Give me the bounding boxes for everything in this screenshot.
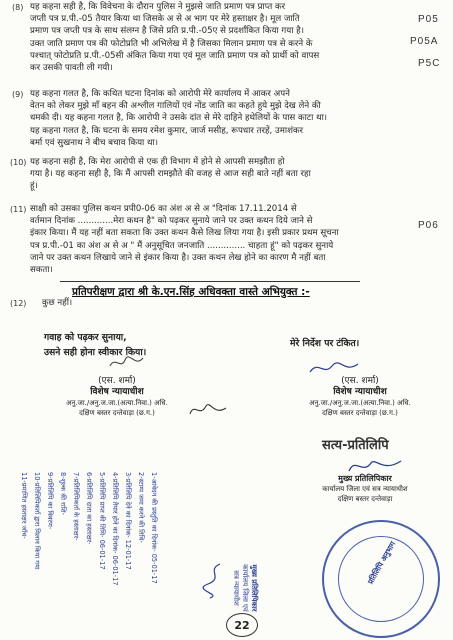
register-line: 11-प्रमाणित हस्ताक्षर जॉच- [20,472,28,539]
para-number-8: (8) [12,3,24,12]
register-line: 1-आवेदन की प्रस्तुति का दिनांक- 05-01-17 [150,472,158,584]
chief-copyist-title: मुख्य प्रतिलिपिकार [250,564,258,612]
judge-title-left: विशेष न्यायाधीश [90,387,144,397]
register-line: 4-प्रतिलिपि तैयार होने का दिनांक- 06-01-17 [111,472,119,586]
seal-inner-ring [338,536,424,622]
cross-exam-heading: प्रतिपरीक्षण द्वारा श्री के.एन.सिंह अधिवक्ता वास्ते अभियुक्त :- [72,286,310,298]
judge-court-right: अनु.जा./अनु.ज.जा.(अत्या.निवा.) अधि. दक्षिण बस्तर दन्तेवाड़ा (छ.ग.) [309,399,411,417]
signature-scribble-right [308,358,360,378]
paragraph-8: यह कहना सही है, कि विवेचना के दौरान पुलिस ने मुझसे जाति प्रमाण पत्र प्राप्त कर जप्ती पत्र प्र.पी.-05 तैयार किया था जिसके अ से अ भाग पर मेरे हस्ताक्षर है। मूल जाति प्रमाण पत्र जप्ती पत्र के साथ संलग्न है जिसे प्रति प्र.पी.-05ए से प्रदर्शांकित किया गया है। उक्त जाति प्रमाण पत्र की फोटोप्रति भी अभिलेख में है जिसका मिलान प्रमाण पत्र से करने के पश्चात् फोटोप्रति प्र.पी.-05सी अंकित किया गया एवं मूल जाति प्रमाण पत्र को प्रार्थी को वापस कर उसकी पावती ली गयी। [30,2,320,74]
para-number-11: (11) [10,205,27,214]
round-office-seal [322,520,440,638]
signature-scribble-left [107,354,147,372]
register-line: 2-स्टाम्प जमा करने की तिथि- [137,472,145,543]
witness-attestation: गवाह को पढ़कर सुनाया, उसने सही होना स्वीकार किया। [44,332,147,358]
page-number-circle: 22 [226,613,258,637]
judge-signature-block-right [300,376,420,418]
margin-tag-p05a: P05A [410,36,439,47]
margin-tag-p06: P06 [418,220,439,231]
margin-tag-p05: P05 [418,14,439,25]
copyist-title: मुख्य प्रतिलिपिकार [338,474,392,483]
paragraph-10: यह कहना सही है, कि मेरा आरोपी से एक ही विभाग में होने से आपसी समझौता हो गया है। यह कहना सही है, कि मैं आपसी रामझौते की वजह से आज सही बाते नहीं बता रहा हूं। [30,157,311,192]
judge-court-left: अनु.जा./अनु.ज.जा.(अत्या.निवा.) अधि. दक्षिण बस्तर दन्तेवाड़ा (छ.ग.) [66,399,168,417]
register-line: 8-शुल्क की राशि- [59,472,67,516]
register-line: 7-प्रतिलिपिकर्ता के हस्ताक्षर- [72,472,80,541]
register-line: 10-प्रतिलिपिकर्ता द्वारा मिलान किया गया [33,472,41,570]
copyist-office: कार्यालय जिला एवं सत्र न्यायाधीश दक्षिण बस्तर दन्तेवाड़ा [322,485,408,503]
initial-scribble-middle [188,398,228,420]
chief-copyist-office: कार्यालय जिला एवं सत्र न्यायाधीश [232,564,249,612]
copy-register-lines [17,472,160,637]
typed-attestation: मेरे निर्देश पर टंकित। [290,338,360,349]
para-number-9: (9) [12,90,24,99]
para-number-12: (12) [10,299,27,308]
judge-signature-block-left [62,376,172,418]
judge-name-right: (एस. शर्मा) [341,376,379,386]
copy-register-stamp [2,472,177,640]
register-line: 6-प्रतिलिपि दाता का हस्ताक्षर- [85,472,93,545]
judge-name-left: (एस. शर्मा) [98,376,136,386]
register-line: 5-प्रतिलिपि प्राप्त की तिथि- 06-01-17 [98,472,106,570]
paragraph-11: साक्षी को उसका पुलिस कथन प्रपी0-06 का अंश अ से अ "दिनांक 17.11.2014 से वर्तमान दिनांक .............मेरा कथन है" को पढ़कर सुनाये जाने पर उक्त कथन दिये जाने से इंकार किया। मैं यह नहीं बता सकता कि उक्त कथन कैसे लिख लिया गया है। इसी प्रकार प्रथम सूचना पत्र प्र.पी.-01 का अंश अ से अ " मैं अनुसूचित जनजाति .............. चाहता हूं" को पढ़कर सुनाये जाने पर उक्त कथन लिखाये जाने से इंकार किया है। उक्त कथन लेख होने का कारण मै नहीं बता सकता। [30,204,339,276]
true-copy-stamp: सत्य-प्रतिलिपि [322,438,389,453]
register-line: 9-प्रतिलिपि का विवरण- [46,472,54,530]
paragraph-9: यह कहना गलत है, कि कथित घटना दिनांक को आरोपी मेरे कार्यालय में आकर अपने वेतन को लेकर मुझे माँ बहन की अश्लील गालियों एवं नोंड जाति का कहते हुये मुझे देख लेने की धमकी दी। यह कहना गलत है, कि आरोपी ने उसके दांत से मेरे दाहिने हथेलियों के पास काटा था। यह कहना गलत है, कि घटना के समय रमेश कुमार, जार्ज मसीह, रूपधार तरहें, उमाशंकर बर्मा एवं सुखनाथ ने बीच बचाव किया था। [30,89,328,148]
register-line: 3-प्रतिलिपि देने का दिनांक- 12-01-17 [124,472,132,570]
margin-tag-p5c: P5C [418,58,441,69]
heading-rule-top [60,281,360,282]
para-number-10: (10) [10,158,27,167]
seal-center-text: प्रतिलिपि अनुभाग [365,539,398,586]
chief-copyist-signature [200,560,230,600]
copyist-office-block [300,474,430,504]
paragraph-12: कुछ नहीं। [42,298,73,308]
judge-title-right: विशेष न्यायाधीश [333,387,387,397]
